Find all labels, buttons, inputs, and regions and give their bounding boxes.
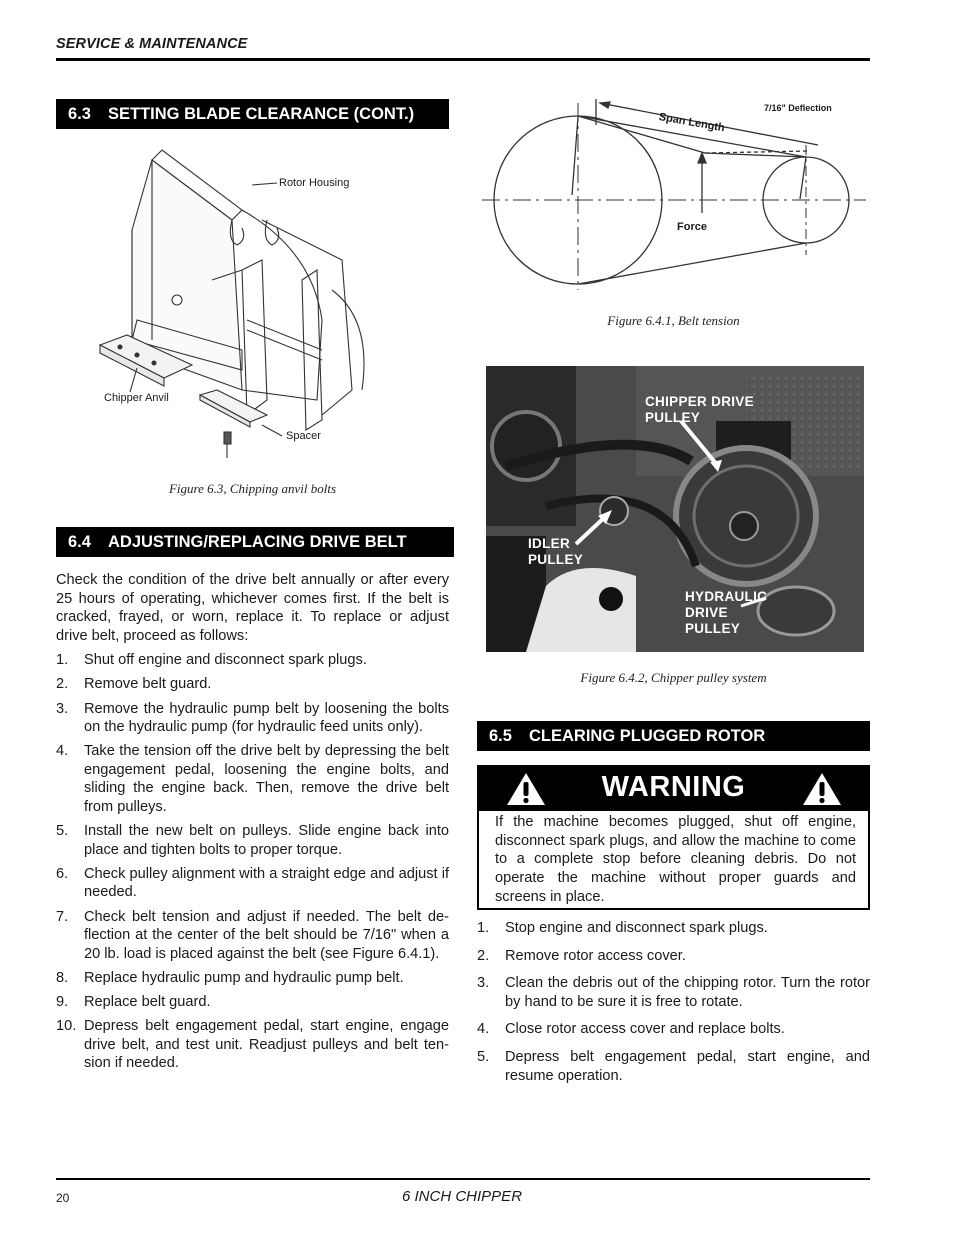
chipper-pulley-photo [486,366,864,652]
list-item: 2. Remove belt guard. [56,676,212,693]
figure-6-3-caption: Figure 6.3, Chipping anvil bolts [168,481,337,496]
clearing-rotor-steps [477,919,870,1085]
page-number: 20 [56,1191,70,1205]
list-item: 2. Remove rotor access cover. [477,947,686,964]
list-item: 10. Depress belt engagement pedal, start engine, engage drive belt, and test unit. Readjust pulleys and belt ten-sion if needed. [56,1017,449,1072]
running-head: SERVICE & MAINTENANCE [56,36,248,52]
list-item: 1. Stop engine and disconnect spark plugs. [477,920,768,936]
section-title: SETTING BLADE CLEARANCE (CONT.) [108,105,415,123]
footer-title: 6 INCH CHIPPER [402,1188,523,1205]
warning-text: If the machine becomes plugged, shut off engine, disconnect spark plugs, and allow the machine to come to a complete stop before cleaning debris. Do not operate the machine without proper guards and screens in place. [495,814,856,905]
label-span-length: Span Length [657,111,726,135]
section-title: ADJUSTING/REPLACING DRIVE BELT [108,533,407,551]
list-item: 6. Check pulley alignment with a straight edge and adjust if needed. [56,865,449,901]
figure-6-4-2-caption: Figure 6.4.2, Chipper pulley system [580,670,767,685]
drive-belt-steps [56,651,449,1072]
list-item: 5. Depress belt engagement pedal, start engine, and resume operation. [477,1048,870,1084]
label-rotor-housing: Rotor Housing [279,177,350,189]
list-item: 7. Check belt tension and adjust if needed. The belt de-flection at the center of the belt should be 7/16" when a 20 lb. load is placed against the belt (see Figure 6.4.1). [56,908,449,962]
intro-paragraph: Check the condition of the drive belt annually or after every 25 hours of operating, whichever comes first. If the belt is cracked, frayed, or worn, replace it. To replace or adjust drive belt, proceed as follows: [56,572,449,644]
warning-box [477,765,870,910]
footer-rule [56,1178,870,1180]
section-6-4-heading [56,527,454,557]
section-number: 6.5 [489,727,512,745]
label-deflection: 7/16" Deflection [764,103,832,113]
list-item: 8. Replace hydraulic pump and hydraulic pump belt. [56,969,404,986]
warning-title: WARNING [601,771,746,803]
section-title: CLEARING PLUGGED ROTOR [529,727,766,745]
section-6-3-heading [56,99,449,129]
warning-triangle-icon [802,772,842,806]
list-item: 4. Close rotor access cover and replace bolts. [477,1021,785,1038]
section-6-5-heading [477,721,870,751]
section-number: 6.4 [68,533,91,551]
chipping-anvil-diagram [92,140,392,470]
label-spacer: Spacer [286,430,321,442]
section-6-4-body [56,571,449,1078]
label-force: Force [677,221,707,233]
list-item: 3. Clean the debris out of the chipping rotor. Turn the rotor by hand to be sure it is free to rotate. [477,975,870,1010]
header-rule [56,58,870,61]
list-item: 4. Take the tension off the drive belt by depressing the belt engagement pedal, loosening the engine bolts, and sliding the engine back. Then, remove the drive belt from pulleys. [56,743,449,816]
label-chipper-anvil: Chipper Anvil [104,392,169,404]
list-item: 3. Remove the hydraulic pump belt by loosening the bolts on the hydraulic pump (for hydraulic feed units only). [56,700,449,736]
label-chipper-drive-pulley: CHIPPER DRIVE PULLEY [645,394,754,425]
label-hydraulic-drive-pulley: HYDRAULIC DRIVE PULLEY [685,589,768,636]
label-idler-pulley: IDLER PULLEY [528,536,584,567]
list-item: 1. Shut off engine and disconnect spark plugs. [56,652,367,669]
list-item: 5. Install the new belt on pulleys. Slide engine back into place and tighten bolts to proper torque. [56,823,449,858]
figure-6-4-1-caption: Figure 6.4.1, Belt tension [607,313,740,328]
section-6-5-body [477,919,870,1094]
list-item: 9. Replace belt guard. [56,993,211,1010]
warning-banner [479,767,868,811]
section-number: 6.3 [68,105,91,123]
